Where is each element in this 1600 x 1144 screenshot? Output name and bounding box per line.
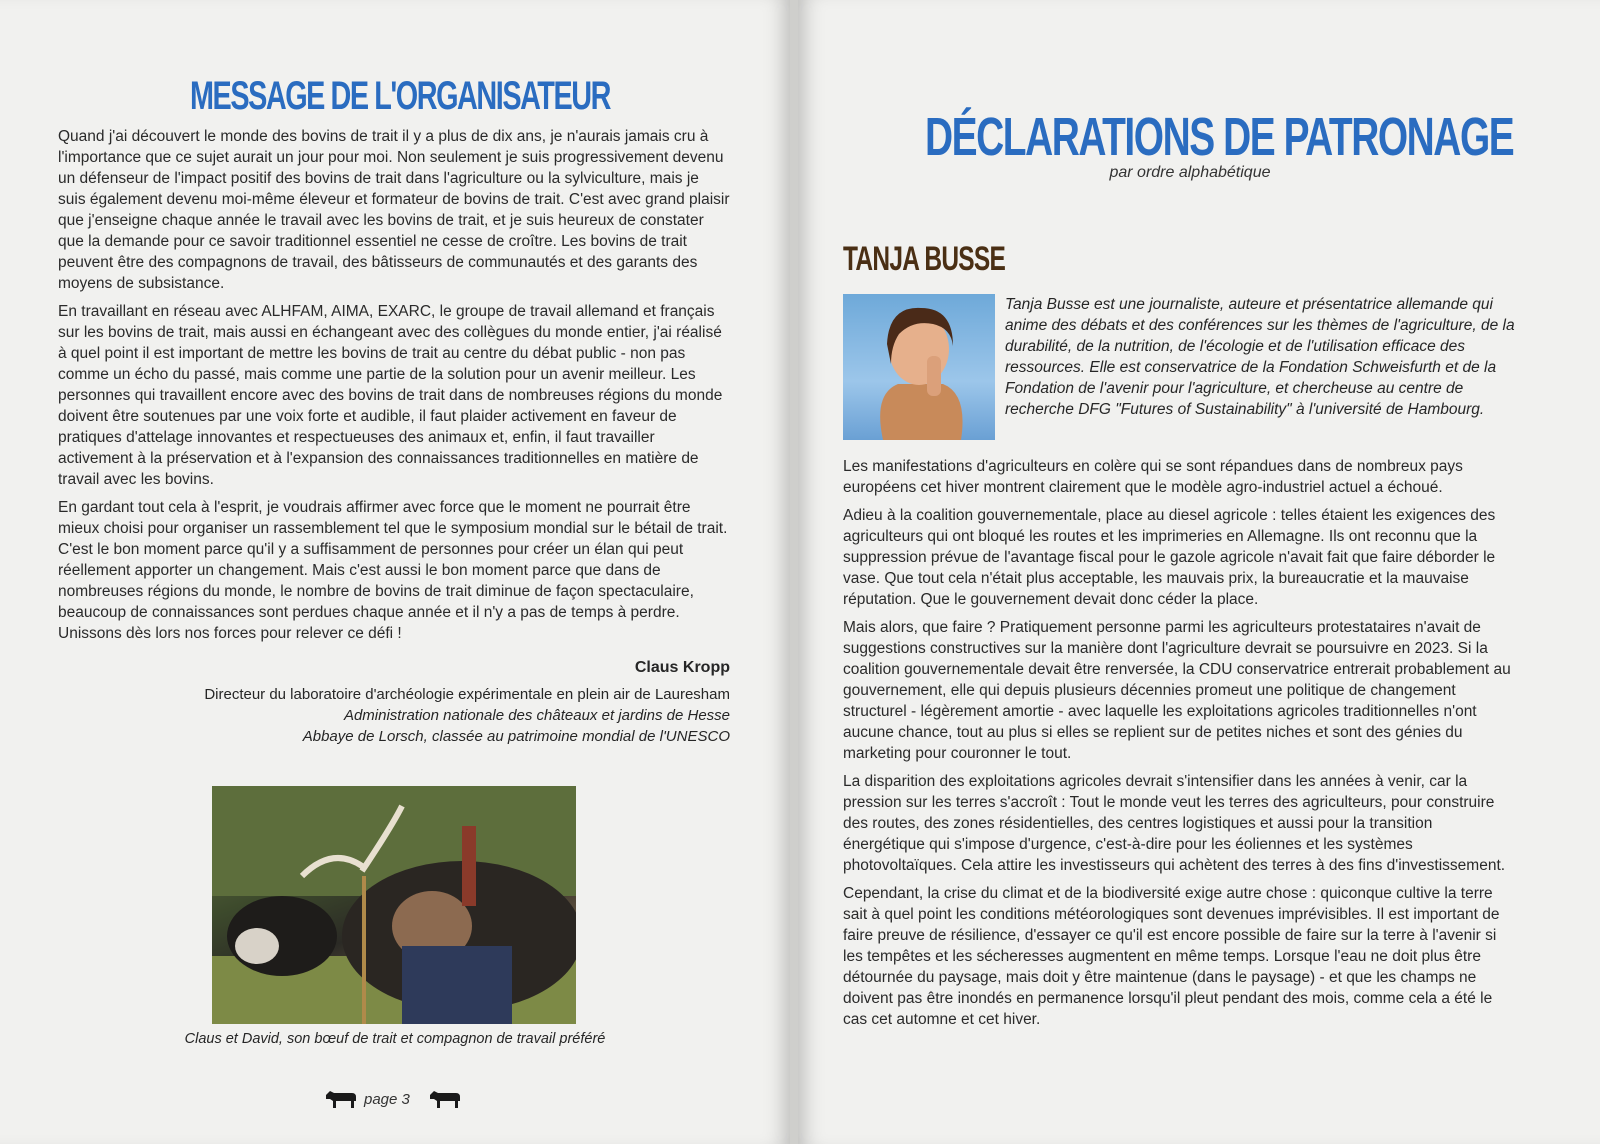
signature-name: Claus Kropp <box>634 659 730 676</box>
ox-photo <box>212 786 576 1024</box>
paragraph: Adieu à la coalition gouvernementale, place au diesel agricole : telles étaient les exigences des agriculteurs qui ont bloqué les routes et les imprimeries en Allemagne. Ils ont reconnu que la suppression prévue de l'avantage fiscal pour le gazole agricole n'avait fait que faire déborder le vase. Que tout cela n'était plus acceptable, les mauvais prix, la bureaucratie et la mauvaise réputation. Que le gouvernement devait donc céder la place. <box>843 507 1496 608</box>
paragraph: La disparition des exploitations agricoles devrait s'intensifier dans les années à venir, car la pression sur les terres s'accroît : Tout le monde veut les terres des agriculteurs, pour construire des routes, des zones résidentielles, des centres logistiques et aussi pour la transition énergétique qui s'impose d'urgence, c'est-à-dire pour les éoliennes et les systèmes photovoltaïques. Cela attire les investisseurs qui achètent des terres à des fins d'investissement. <box>843 773 1506 874</box>
book-gutter <box>790 0 798 1144</box>
right-page-subtitle: par ordre alphabétique <box>1109 164 1271 181</box>
page-number: page 3 <box>364 1091 410 1108</box>
ox-icon <box>324 1087 358 1114</box>
person-bio: Tanja Busse est une journaliste, auteure et présentatrice allemande qui anime des débats et des conférences sur les thèmes de l'agriculture, de la durabilité, de la nutrition, de l'écologie et de l'utilisation efficace des ressources. Elle est conservatrice de la Fondation Schweisfurth et de la Fondation de l'avenir pour l'agriculture, et chercheuse au centre de recherche DFG "Futures of Sustainability" à l'université de Hambourg. <box>1005 296 1515 418</box>
signature-place: Abbaye de Lorsch, classée au patrimoine mondial de l'UNESCO <box>302 728 730 745</box>
signature-role: Directeur du laboratoire d'archéologie expérimentale en plein air de Lauresham <box>204 686 730 703</box>
left-page-title: MESSAGE DE L'ORGANISATEUR <box>190 74 610 118</box>
portrait-photo <box>843 294 995 440</box>
signature-org: Administration nationale des châteaux et jardins de Hesse <box>343 707 730 724</box>
patronage-statement <box>843 456 1515 1037</box>
photo-caption: Claus et David, son bœuf de trait et compagnon de travail préféré <box>184 1031 606 1047</box>
paragraph: Les manifestations d'agriculteurs en colère qui se sont répandues dans de nombreux pays européens cet hiver montrent clairement que le modèle agro-industriel actuel a échoué. <box>843 458 1463 496</box>
signature-affiliation <box>200 684 730 747</box>
page-footer <box>324 1085 464 1111</box>
paragraph: Cependant, la crise du climat et de la biodiversité exige autre chose : quiconque cultive la terre sait à quel point les conditions météorologiques sont devenues imprévisibles. Il est important de faire preuve de résilience, d'essayer ce qu'il est encore possible de faire sur la terre à l'avenir si les tempêtes et les sécheresses augmentent en même temps. Lorsque l'eau ne doit plus être détournée du paysage, mais doit y être maintenue (dans le paysage) - et que les champs ne doivent pas être inondés en permanence lorsqu'il pleut pendant des mois, comme cela a été le cas cet automne et cet hiver. <box>843 885 1500 1028</box>
paragraph: En gardant tout cela à l'esprit, je voudrais affirmer avec force que le moment ne pourrait être mieux choisi pour organiser un rassemblement tel que le symposium mondial sur le bétail de trait. C'est le bon moment parce qu'il y a suffisamment de personnes pour créer un élan qui peut réellement apporter un changement. Mais c'est aussi le bon moment parce que dans de nombreuses régions du monde, le nombre de bovins de trait diminue de façon spectaculaire, beaucoup de connaissances sont perdues chaque année et il n'y a pas de temps à perdre. Unissons dès lors nos forces pour relever ce défi ! <box>58 499 728 642</box>
ox-icon <box>428 1087 462 1114</box>
paragraph: En travaillant en réseau avec ALHFAM, AIMA, EXARC, le groupe de travail allemand et français sur les bovins de trait, mais aussi en échangeant avec des collègues du monde entier, j'ai réalisé à quel point il est important de mettre les bovins de trait au centre du débat public - non pas comme un écho du passé, mais comme une partie de la solution pour un avenir meilleur. Les personnes qui travaillent encore avec des bovins de trait dans de nombreuses régions du monde doivent être soutenues par une voix forte et audible, il faut plaider activement en faveur de pratiques d'attelage innovantes et respectueuses des animaux et, enfin, il faut travailler activement à la préservation et à l'expansion des connaissances traditionnelles en matière de travail avec les bovins. <box>58 303 723 488</box>
person-name: TANJA BUSSE <box>843 240 1006 278</box>
right-page-title: DÉCLARATIONS DE PATRONAGE <box>925 107 1514 167</box>
paragraph: Mais alors, que faire ? Pratiquement personne parmi les agriculteurs protestataires n'avait de suggestions constructives sur la manière dont l'agriculture devrait se poursuivre en 2023. Si la coalition gouvernementale devait être renversée, la CDU conservatrice entrerait probablement au gouvernement, elle qui depuis plusieurs décennies promeut une politique de changement structurel - légèrement amortie - avec laquelle les exploitations agricoles traditionnelles n'ont aucune chance, tout au plus si elles se replient sur de petites niches et sont des génies du marketing pour couronner le tout. <box>843 619 1511 762</box>
organizer-message <box>58 126 730 651</box>
paragraph: Quand j'ai découvert le monde des bovins de trait il y a plus de dix ans, je n'aurais jamais cru à l'importance que ce sujet aurait un jour pour moi. Non seulement je suis progressivement devenu un défenseur de l'impact positif des bovins de trait dans l'agriculture ou la sylviculture, mais je suis également devenu moi-même éleveur et formateur de bovins de trait. C'est avec grand plaisir que j'enseigne chaque année le travail avec les bovins de trait, et je suis heureux de constater que la demande pour ce savoir traditionnel essentiel ne cesse de croître. Les bovins de trait peuvent être des compagnons de travail, des bâtisseurs de communautés et des garants des moyens de subsistance. <box>58 128 730 292</box>
